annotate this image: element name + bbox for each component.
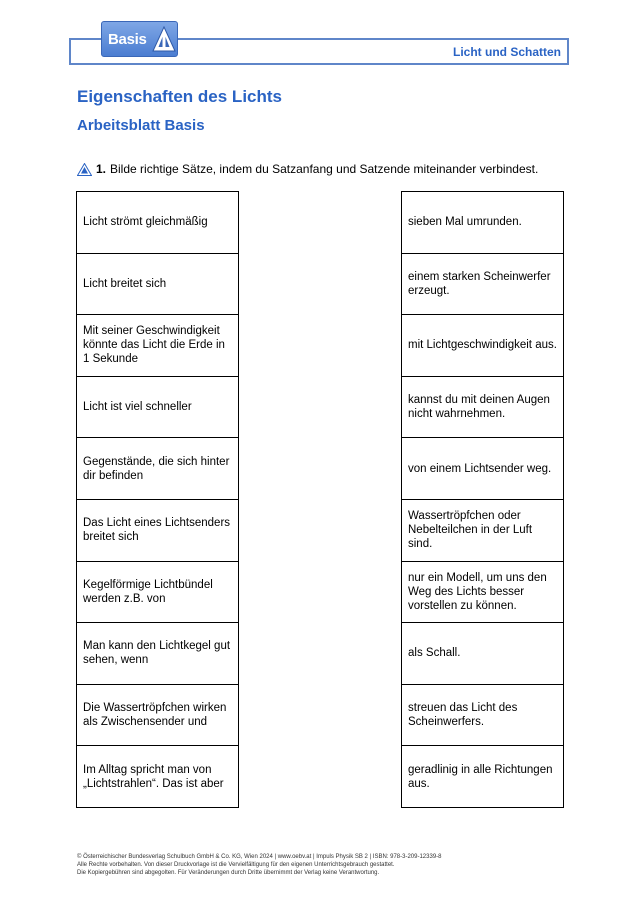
sentence-start-box[interactable]: Man kann den Lichtkegel gut sehen, wenn: [76, 623, 239, 685]
logo-text: Basis: [108, 31, 147, 48]
sentence-end-box[interactable]: nur ein Modell, um uns den Weg des Lichts besser vorstellen zu können.: [401, 562, 564, 624]
basis-logo: [101, 21, 178, 57]
sentence-end-box[interactable]: kannst du mit deinen Augen nicht wahrnehmen.: [401, 377, 564, 439]
sentence-end-box[interactable]: geradlinig in alle Richtungen aus.: [401, 746, 564, 808]
footer-line: © Österreichischer Bundesverlag Schulbuch GmbH & Co. KG, Wien 2024 | www.oebv.at | Impuls Physik SB 2 | ISBN: 978-3-209-12339-8: [77, 854, 442, 860]
triangle-logo-icon: [152, 26, 176, 52]
sentence-end-box[interactable]: von einem Lichtsender weg.: [401, 438, 564, 500]
sentence-start-column: [76, 191, 239, 808]
sentence-start-box[interactable]: Kegelförmige Lichtbündel werden z.B. von: [76, 562, 239, 624]
page-title: Eigenschaften des Lichts: [77, 87, 282, 106]
sentence-end-box[interactable]: als Schall.: [401, 623, 564, 685]
copyright-footer: [77, 853, 597, 877]
sentence-start-box[interactable]: Mit seiner Geschwindigkeit könnte das Licht die Erde in 1 Sekunde: [76, 315, 239, 377]
sentence-start-box[interactable]: Gegenstände, die sich hinter dir befinden: [76, 438, 239, 500]
task-number: 1.: [96, 162, 107, 176]
sentence-start-box[interactable]: Licht strömt gleichmäßig: [76, 191, 239, 254]
sentence-end-box[interactable]: streuen das Licht des Scheinwerfers.: [401, 685, 564, 747]
task-text: Bilde richtige Sätze, indem du Satzanfang und Satzende miteinander verbindest.: [110, 162, 539, 176]
footer-line: Alle Rechte vorbehalten. Von dieser Druckvorlage ist die Vervielfältigung für den eigenen Unterrichtsgebrauch gestattet.: [77, 862, 395, 868]
sentence-start-box[interactable]: Licht breitet sich: [76, 254, 239, 316]
sentence-end-box[interactable]: sieben Mal umrunden.: [401, 191, 564, 254]
sentence-end-box[interactable]: mit Lichtgeschwindigkeit aus.: [401, 315, 564, 377]
basis-level-triangle-icon: [77, 163, 92, 176]
sentence-end-box[interactable]: einem starken Scheinwerfer erzeugt.: [401, 254, 564, 316]
sentence-end-column: [401, 191, 564, 808]
footer-line: Die Kopiergebühren sind abgegolten. Für Veränderungen durch Dritte übernimmt der Verlag keine Verantwortung.: [77, 870, 380, 876]
task-instruction: [77, 162, 538, 176]
sentence-start-box[interactable]: Die Wassertröpfchen wirken als Zwischensender und: [76, 685, 239, 747]
sentence-start-box[interactable]: Das Licht eines Lichtsenders breitet sich: [76, 500, 239, 562]
sentence-start-box[interactable]: Im Alltag spricht man von „Lichtstrahlen“. Das ist aber: [76, 746, 239, 808]
header-subject: Licht und Schatten: [453, 45, 561, 59]
sentence-end-box[interactable]: Wassertröpfchen oder Nebelteilchen in der Luft sind.: [401, 500, 564, 562]
page-subtitle: Arbeitsblatt Basis: [77, 117, 205, 134]
sentence-start-box[interactable]: Licht ist viel schneller: [76, 377, 239, 439]
